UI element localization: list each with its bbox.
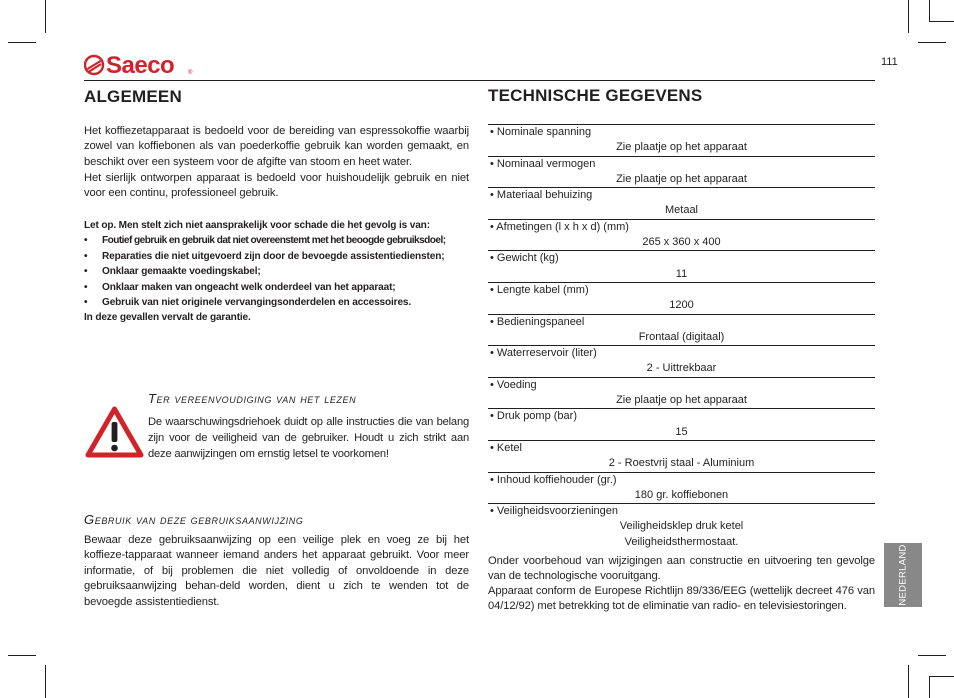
spec-value: 1200: [669, 299, 694, 312]
brand-name: Saeco: [106, 52, 175, 78]
liability-heading: Let op. Men stelt zich niet aansprakelijk voor schade die het gevolg is van:: [84, 220, 430, 231]
spec-row: [488, 472, 875, 504]
intro-paragraph-1: Het koffiezetapparaat is bedoeld voor de bereiding van espressokoffie waarbij zowel van koffiebonen als van poederkoffie gebruik kan worden gemaakt, en beschikt over een systeem voor de afgifte van stoom en heet water.: [84, 125, 469, 168]
spec-label: • Nominaal vermogen: [490, 157, 596, 170]
spec-value: 2 - Roestvrij staal - Aluminium: [608, 457, 755, 470]
spec-row: [488, 250, 875, 282]
spec-value: Frontaal (digitaal): [638, 330, 725, 343]
spec-label: • Voeding: [490, 378, 537, 391]
spec-label: • Druk pomp (bar): [490, 410, 577, 423]
reading-text: De waarschuwingsdriehoek duidt op alle instructies die van belang zijn voor de veiligheid van de gebruiker. Houdt u zich strikt aan deze aanwijzingen om ernstig letsel te voorkomen!: [148, 416, 469, 460]
spec-value: Zie plaatje op het apparaat: [616, 141, 747, 154]
spec-value: 11: [675, 267, 688, 280]
notes-paragraph-1: Onder voorbehoud van wijzigingen aan constructie en uitvoering ten gevolge van de technologische vooruitgang.: [488, 555, 875, 583]
liability-item: • Foutief gebruik en gebruik dat niet overeenstemt met het beoogde gebruiksdoel;: [84, 235, 446, 247]
spec-value: Veiligheidsthermostaat.: [624, 535, 739, 548]
spec-label: • Lengte kabel (mm): [490, 283, 589, 296]
svg-text:®: ®: [188, 70, 193, 76]
spec-row: [488, 219, 875, 251]
spec-label: • Materiaal behuizing: [490, 189, 593, 202]
spec-value: 265 x 360 x 400: [642, 236, 721, 249]
language-tab-label: NEDERLAND: [897, 544, 909, 606]
spec-label: • Afmetingen (l x h x d) (mm): [490, 220, 629, 233]
spec-row: [488, 345, 875, 377]
section-title-algemeen: ALGEMEEN: [84, 87, 182, 106]
liability-item: • Onklaar maken van ongeacht welk onderdeel van het apparaat;: [84, 281, 396, 293]
notes-paragraph-2: Apparaat conform de Europese Richtlijn 89/336/EEG (wettelijk decreet 476 van 04/12/92) met betrekking tot de eliminatie van radio- en televisiestoringen.: [488, 585, 875, 613]
spec-value: Zie plaatje op het apparaat: [616, 394, 747, 407]
spec-row: [488, 440, 875, 472]
spec-row: [488, 377, 875, 409]
spec-value: Metaal: [664, 204, 699, 217]
page-number: 111: [881, 56, 898, 68]
spec-value: 15: [675, 425, 688, 438]
saeco-logo: [84, 52, 196, 78]
liability-item: • Gebruik van niet originele vervangingsonderdelen en accessoires.: [84, 297, 412, 309]
spec-row: [488, 408, 875, 440]
usage-text: Bewaar deze gebruiksaanwijzing op een veilige plek en voeg ze bij het koffieze-tapparaat wanneer iemand anders het apparaat gebruikt. Voor meer informatie, of bij problemen die niet volledig of onvoldoende in deze gebruiksaanwijzing behan-deld worden, dient u zich te wenden tot de bevoegde assistentiedienst.: [84, 534, 469, 608]
reading-subtitle: Ter vereenvoudiging van het lezen: [148, 391, 357, 406]
spec-value: 180 gr. koffiebonen: [634, 488, 729, 501]
liability-item: • Reparaties die niet uitgevoerd zijn door de bevoegde assistentiediensten;: [84, 250, 445, 262]
spec-value: Zie plaatje op het apparaat: [616, 172, 747, 185]
spec-label: • Inhoud koffiehouder (gr.): [490, 473, 617, 486]
warning-triangle-icon: [85, 406, 144, 459]
spec-label: • Waterreservoir (liter): [490, 347, 597, 360]
spec-row: [488, 503, 875, 550]
spec-row: [488, 156, 875, 188]
spec-row: [488, 314, 875, 346]
section-title-technische-gegevens: TECHNISCHE GEGEVENS: [488, 86, 703, 105]
liability-notice: [84, 218, 470, 326]
spec-label: • Veiligheidsvoorzieningen: [490, 505, 618, 518]
spec-label: • Nominale spanning: [490, 126, 592, 138]
spec-list: [488, 124, 875, 550]
language-tab: [884, 543, 922, 607]
saeco-logo-icon: [84, 52, 196, 78]
spec-label: • Bedieningspaneel: [490, 315, 585, 328]
spec-row: [488, 282, 875, 314]
usage-subtitle: Gebruik van deze gebruiksaanwijzing: [84, 512, 304, 527]
spec-label: • Gewicht (kg): [490, 252, 559, 265]
liability-footer: In deze gevallen vervalt de garantie.: [84, 312, 251, 324]
spec-value: Veiligheidsklep druk ketel: [619, 520, 744, 533]
spec-row: [488, 124, 875, 156]
spec-label: • Ketel: [490, 441, 522, 454]
spec-row: [488, 187, 875, 219]
liability-item: • Onklaar gemaakte voedingskabel;: [84, 266, 261, 278]
intro-paragraph-2: Het sierlijk ontworpen apparaat is bedoeld voor huishoudelijk gebruik en niet voor een continu, professioneel gebruik.: [84, 172, 469, 200]
header-rule: [84, 80, 875, 81]
spec-value: 2 - Uittrekbaar: [646, 362, 717, 375]
